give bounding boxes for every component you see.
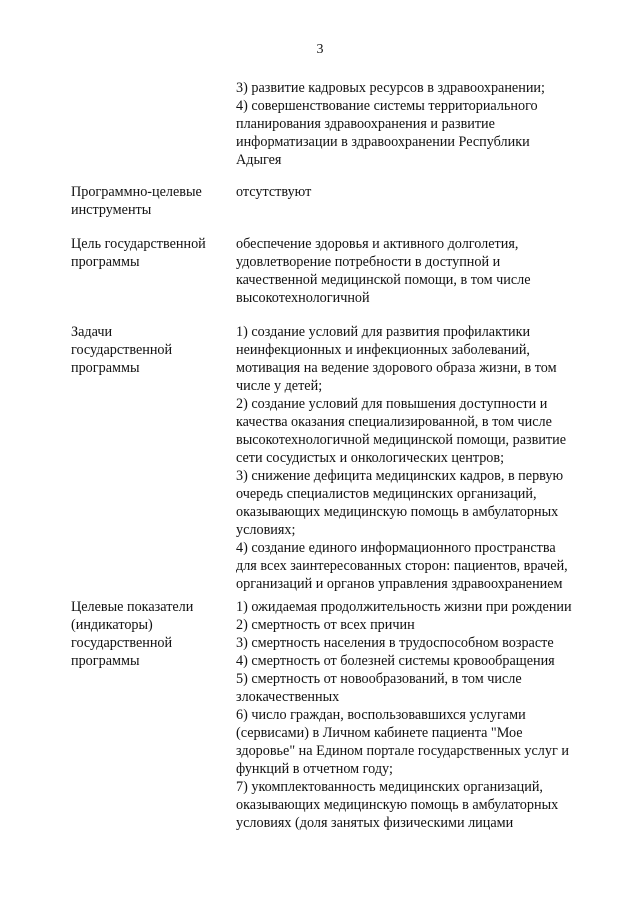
value-line: здоровье" на Едином портале государственных услуг и	[236, 743, 569, 759]
label-line: программы	[71, 254, 140, 270]
label-line: инструменты	[71, 202, 152, 218]
continued-items	[236, 79, 616, 169]
section-value-instruments	[236, 183, 616, 201]
value-line: числе у детей;	[236, 378, 323, 394]
value-line: неинфекционных и инфекционных заболеваний,	[236, 342, 530, 358]
label-line: государственной	[71, 342, 173, 358]
value-line: сети сосудистых и онкологических центров;	[236, 450, 505, 466]
continued-line: Адыгея	[236, 152, 282, 168]
section-label-indicators	[71, 598, 231, 670]
value-line: 1) создание условий для развития профилактики	[236, 324, 531, 340]
label-line: Программно-целевые	[71, 184, 202, 200]
value-line: для всех заинтересованных сторон: пациентов, врачей,	[236, 558, 568, 574]
continued-line: планирования здравоохранения и развитие	[236, 116, 495, 132]
label-line: Цель государственной	[71, 236, 206, 252]
value-line: 7) укомплектованность медицинских организаций,	[236, 779, 543, 795]
value-line: злокачественных	[236, 689, 340, 705]
section-value-indicators	[236, 598, 616, 832]
continued-line: информатизации в здравоохранении Республики	[236, 134, 530, 150]
label-line: (индикаторы)	[71, 617, 153, 633]
label-line: государственной	[71, 635, 173, 651]
label-line: Целевые показатели	[71, 599, 194, 615]
value-line: 6) число граждан, воспользовавшихся услугами	[236, 707, 526, 723]
value-line: условиях;	[236, 522, 296, 538]
section-value-tasks	[236, 323, 616, 593]
value-line: качественной медицинской помощи, в том числе	[236, 272, 531, 288]
label-line: программы	[71, 653, 140, 669]
value-line: 4) смертность от болезней системы кровообращения	[236, 653, 555, 669]
value-line: очередь специалистов медицинских организаций,	[236, 486, 537, 502]
section-label-tasks	[71, 323, 231, 377]
value-line: 2) создание условий для повышения доступности и	[236, 396, 548, 412]
section-value-goal	[236, 235, 616, 307]
value-line: 3) смертность населения в трудоспособном возрасте	[236, 635, 554, 651]
value-line: 3) снижение дефицита медицинских кадров, в первую	[236, 468, 564, 484]
value-line: обеспечение здоровья и активного долголетия,	[236, 236, 519, 252]
continued-line: 3) развитие кадровых ресурсов в здравоохранении;	[236, 80, 545, 96]
value-line: 2) смертность от всех причин	[236, 617, 415, 633]
value-line: высокотехнологичной	[236, 290, 370, 306]
value-line: 4) создание единого информационного пространства	[236, 540, 556, 556]
value-line: 1) ожидаемая продолжительность жизни при рождении	[236, 599, 572, 615]
value-line: оказывающих медицинскую помощь в амбулаторных	[236, 797, 559, 813]
value-line: (сервисами) в Личном кабинете пациента "Мое	[236, 725, 523, 741]
continued-line: 4) совершенствование системы территориального	[236, 98, 538, 114]
page-number: 3	[316, 42, 324, 57]
value-line: 5) смертность от новообразований, в том числе	[236, 671, 522, 687]
value-line: удовлетворение потребности в доступной и	[236, 254, 501, 270]
section-label-goal	[71, 235, 231, 271]
section-label-instruments	[71, 183, 231, 219]
value-line: функций в отчетном году;	[236, 761, 393, 777]
value-line: оказывающих медицинскую помощь в амбулаторных	[236, 504, 559, 520]
value-line: высокотехнологичной медицинской помощи, развитие	[236, 432, 567, 448]
value-line: организаций и органов управления здравоохранением	[236, 576, 563, 592]
value-line: качества оказания специализированной, в том числе	[236, 414, 552, 430]
label-line: Задачи	[71, 324, 113, 340]
value-line: мотивация на ведение здорового образа жизни, в том	[236, 360, 557, 376]
value-line: условиях (доля занятых физическими лицами	[236, 815, 514, 831]
label-line: программы	[71, 360, 140, 376]
value-line: отсутствуют	[236, 184, 312, 200]
